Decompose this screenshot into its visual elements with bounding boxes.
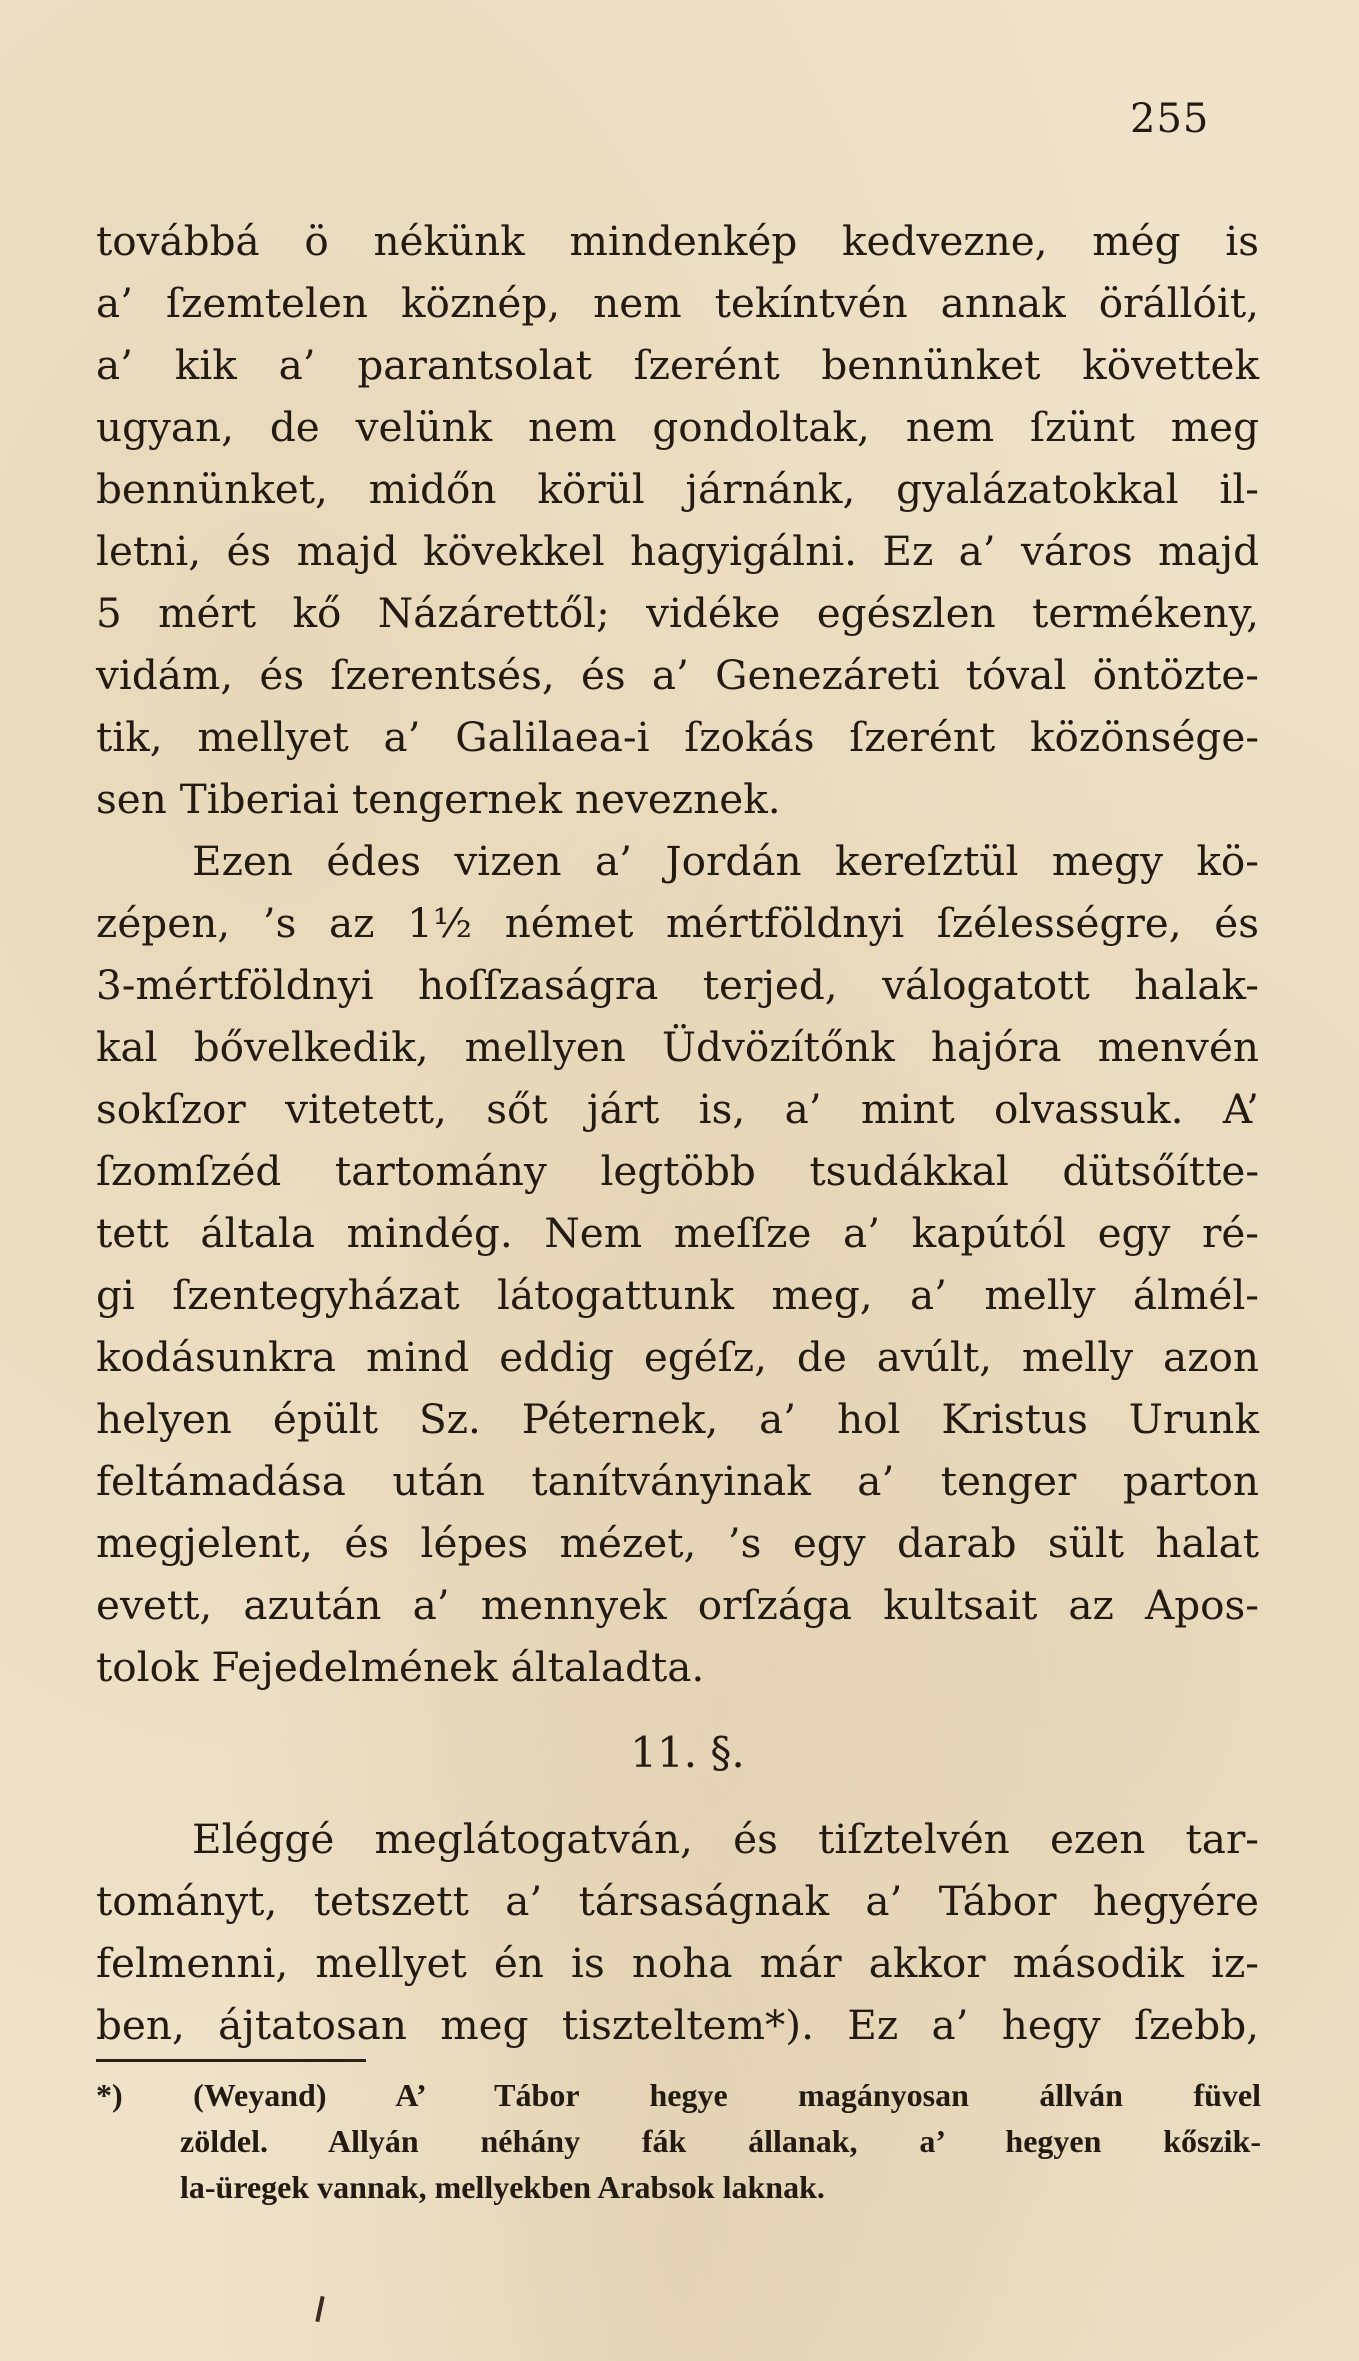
footnote-divider bbox=[96, 2059, 366, 2062]
text-line: tett általa mindég. Nem meſſze a’ kapútól egy ré- bbox=[96, 1209, 1259, 1257]
section-heading: 11. §. bbox=[630, 1728, 745, 1777]
text-line: tományt, tetszett a’ társaságnak a’ Tábor hegyére bbox=[96, 1877, 1259, 1925]
footnote-line: *) (Weyand) A’ Tábor hegye magányosan állván füvel bbox=[96, 2077, 1261, 2113]
text-line: ugyan, de velünk nem gondoltak, nem ſzünt meg bbox=[96, 403, 1259, 451]
text-line: vidám, és ſzerentsés, és a’ Genezáreti tóval öntözte- bbox=[96, 651, 1259, 699]
text-line: sokſzor vitetett, sőt járt is, a’ mint olvassuk. A’ bbox=[96, 1085, 1259, 1133]
footnote bbox=[96, 2072, 1261, 2210]
text-line: Eléggé meglátogatván, és tiſztelvén ezen tar- bbox=[192, 1815, 1259, 1863]
ink-mark bbox=[315, 2296, 324, 2322]
text-line: tik, mellyet a’ Galilaea-i ſzokás ſzerént közönsége- bbox=[96, 713, 1259, 761]
text-line: Ezen édes vizen a’ Jordán kereſztül megy kö- bbox=[192, 837, 1259, 885]
text-line: kal bővelkedik, mellyen Üdvözítőnk hajóra menvén bbox=[96, 1023, 1259, 1071]
text-line: felmenni, mellyet én is noha már akkor második iz- bbox=[96, 1939, 1259, 1987]
text-line: gi ſzentegyházat látogattunk meg, a’ melly álmél- bbox=[96, 1271, 1259, 1319]
text-line: tolok Fejedelmének általadta. bbox=[96, 1643, 705, 1691]
text-line: ben, ájtatosan meg tiszteltem*). Ez a’ hegy ſzebb, bbox=[96, 2001, 1259, 2049]
footnote-line: la-üregek vannak, mellyekben Arabsok laknak. bbox=[180, 2169, 825, 2205]
body-text bbox=[96, 210, 1259, 2056]
text-line: ſzomſzéd tartomány legtöbb tsudákkal dütsőítte- bbox=[96, 1147, 1259, 1195]
paragraph-1 bbox=[96, 210, 1259, 830]
text-line: kodásunkra mind eddig egéſz, de avúlt, melly azon bbox=[96, 1333, 1259, 1381]
text-line: 3-mértföldnyi hoſſzaságra terjed, válogatott halak- bbox=[96, 961, 1259, 1009]
text-line: evett, azután a’ mennyek orſzága kultsait az Apos- bbox=[96, 1581, 1259, 1629]
text-line: a’ kik a’ parantsolat ſzerént bennünket követtek bbox=[96, 341, 1259, 389]
text-line: megjelent, és lépes mézet, ’s egy darab sült halat bbox=[96, 1519, 1259, 1567]
text-line: feltámadása után tanítványinak a’ tenger parton bbox=[96, 1457, 1259, 1505]
text-line: továbbá ö nékünk mindenkép kedvezne, még is bbox=[96, 217, 1259, 265]
text-line: 5 mért kő Názárettől; vidéke egészlen termékeny, bbox=[96, 589, 1259, 637]
footnote-line: zöldel. Allyán néhány fák állanak, a’ hegyen kőszik- bbox=[180, 2123, 1261, 2159]
text-line: letni, és majd kövekkel hagyigálni. Ez a’ város majd bbox=[96, 527, 1259, 575]
text-line: helyen épült Sz. Péternek, a’ hol Kristus Urunk bbox=[96, 1395, 1259, 1443]
text-line: bennünket, midőn körül járnánk, gyalázatokkal il- bbox=[96, 465, 1259, 513]
paragraph-3 bbox=[96, 1808, 1259, 2056]
text-line: sen Tiberiai tengernek neveznek. bbox=[96, 775, 781, 823]
text-line: zépen, ’s az 1½ német mértföldnyi ſzélességre, és bbox=[96, 899, 1259, 947]
text-line: a’ ſzemtelen köznép, nem tekíntvén annak örállóit, bbox=[96, 279, 1259, 327]
paragraph-2 bbox=[96, 830, 1259, 1698]
page-number: 255 bbox=[1130, 96, 1210, 142]
